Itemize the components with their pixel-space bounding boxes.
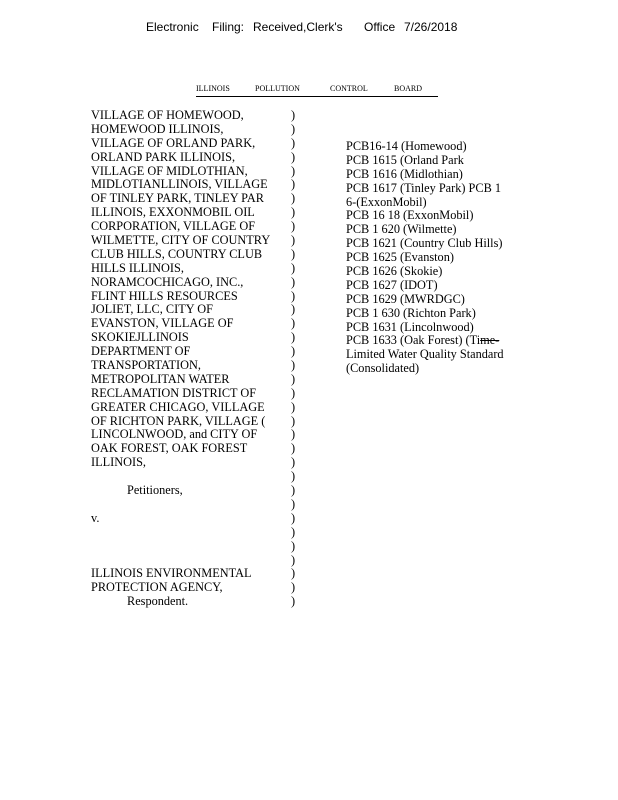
party-line: VILLAGE OF MIDLOTHIAN, bbox=[91, 163, 248, 178]
case-number: PCB 1626 (Skokie) bbox=[346, 264, 443, 279]
blank-line bbox=[91, 554, 281, 568]
case-number: PCB 1 630 (Richton Park) bbox=[346, 305, 476, 320]
board-word-3: CONTROL bbox=[330, 84, 368, 93]
case-number: 6-(ExxonMobil) bbox=[346, 194, 427, 209]
board-word-2: POLLUTION bbox=[255, 84, 300, 93]
party-line: VILLAGE OF ORLAND PARK, bbox=[91, 135, 256, 150]
case-number: PCB16-14 (Homewood) bbox=[346, 140, 467, 153]
party-line: LINCOLNWOOD, and CITY OF bbox=[91, 427, 258, 442]
caption-paren: ) bbox=[291, 219, 296, 234]
party-line: EVANSTON, VILLAGE OF bbox=[91, 316, 234, 331]
case-numbers bbox=[346, 140, 520, 376]
blank-line bbox=[91, 540, 281, 554]
party-line: HOMEWOOD ILLINOIS, bbox=[91, 121, 224, 136]
caption-paren: ) bbox=[291, 510, 296, 525]
caption-paren: ) bbox=[291, 496, 296, 511]
party-line: ORLAND PARK ILLINOIS, bbox=[91, 149, 236, 164]
caption-paren: ) bbox=[291, 469, 296, 484]
caption-paren: ) bbox=[291, 566, 296, 581]
case-number: PCB 1631 (Lincolnwood) bbox=[346, 319, 474, 334]
caption-paren: ) bbox=[291, 135, 296, 150]
caption-paren: ) bbox=[291, 385, 296, 400]
party-line: SKOKIEJLLINOIS bbox=[91, 330, 189, 345]
case-number: PCB 1615 (Orland Park bbox=[346, 152, 464, 167]
case-consolidated: (Consolidated) bbox=[346, 361, 420, 376]
caption-paren: ) bbox=[291, 191, 296, 206]
party-line: DEPARTMENT OF bbox=[91, 344, 191, 359]
filing-office: Office bbox=[364, 20, 396, 34]
filing-received: Received,Clerk's bbox=[253, 20, 343, 34]
party-line: WILMETTE, CITY OF COUNTRY bbox=[91, 233, 271, 248]
party-line: ILLINOIS, bbox=[91, 455, 146, 470]
case-last-struck: me- bbox=[480, 333, 500, 348]
party-line: FLINT HILLS RESOURCES bbox=[91, 288, 238, 303]
blank-line bbox=[91, 526, 281, 540]
caption-paren: ) bbox=[291, 580, 296, 595]
case-number: PCB 1621 (Country Club Hills) bbox=[346, 236, 503, 251]
caption-paren: ) bbox=[291, 552, 296, 567]
caption-paren: ) bbox=[291, 371, 296, 386]
case-number: PCB 1 620 (Wilmette) bbox=[346, 222, 457, 237]
caption-paren: ) bbox=[291, 358, 296, 373]
caption-paren: ) bbox=[291, 316, 296, 331]
party-line: HILLS ILLINOIS, bbox=[91, 260, 184, 275]
caption-paren: ) bbox=[291, 413, 296, 428]
caption-paren: ) bbox=[291, 288, 296, 303]
caption-paren: ) bbox=[291, 205, 296, 220]
caption-paren: ) bbox=[291, 149, 296, 164]
case-number: PCB 1625 (Evanston) bbox=[346, 250, 454, 265]
blank-line bbox=[91, 470, 281, 484]
party-line: TRANSPORTATION, bbox=[91, 358, 201, 373]
party-line: NORAMCOCHICAGO, INC., bbox=[91, 274, 244, 289]
caption-paren: ) bbox=[291, 163, 296, 178]
caption-paren: ) bbox=[291, 455, 296, 470]
party-line: CLUB HILLS, COUNTRY CLUB bbox=[91, 246, 263, 261]
party-line: ILLINOIS, EXXONMOBIL OIL bbox=[91, 205, 255, 220]
party-line: OF RICHTON PARK, VILLAGE ( bbox=[91, 413, 266, 428]
respondent-label: Respondent. bbox=[127, 594, 189, 609]
board-word-4: BOARD bbox=[394, 84, 423, 93]
party-line: GREATER CHICAGO, VILLAGE bbox=[91, 399, 265, 414]
caption-paren: ) bbox=[291, 108, 296, 122]
filing-date: 7/26/2018 bbox=[404, 20, 458, 34]
caption-paren: ) bbox=[291, 260, 296, 275]
case-number: PCB 1629 (MWRDGC) bbox=[346, 291, 465, 306]
blank-line bbox=[91, 498, 281, 512]
caption-parentheses bbox=[291, 109, 301, 609]
caption-paren: ) bbox=[291, 177, 296, 192]
filing-electronic: Electronic bbox=[146, 20, 199, 34]
versus-label: v. bbox=[91, 510, 100, 525]
case-number: PCB 16 18 (ExxonMobil) bbox=[346, 208, 474, 223]
case-description: Limited Water Quality Standard bbox=[346, 347, 504, 362]
board-heading bbox=[196, 84, 438, 97]
party-line: METROPOLITAN WATER bbox=[91, 371, 230, 386]
party-line: CORPORATION, VILLAGE OF bbox=[91, 219, 256, 234]
party-line: OF TINLEY PARK, TINLEY PAR bbox=[91, 191, 264, 206]
case-number-last bbox=[346, 334, 520, 348]
caption-paren: ) bbox=[291, 538, 296, 553]
caption-paren: ) bbox=[291, 524, 296, 539]
caption-paren: ) bbox=[291, 399, 296, 414]
party-line: MIDLOTIANLLINOIS, VILLAGE bbox=[91, 177, 268, 192]
respondent-name-line: PROTECTION AGENCY, bbox=[91, 580, 223, 595]
caption-paren: ) bbox=[291, 594, 296, 609]
party-line: RECLAMATION DISTRICT OF bbox=[91, 385, 257, 400]
caption-paren: ) bbox=[291, 330, 296, 345]
case-number: PCB 1627 (IDOT) bbox=[346, 277, 438, 292]
caption-paren: ) bbox=[291, 246, 296, 261]
filing-label: Filing: bbox=[212, 20, 245, 34]
respondent-name-line: ILLINOIS ENVIRONMENTAL bbox=[91, 566, 252, 581]
case-number: PCB 1616 (Midlothian) bbox=[346, 166, 463, 181]
caption-paren: ) bbox=[291, 302, 296, 317]
caption-paren: ) bbox=[291, 441, 296, 456]
party-line: JOLIET, LLC, CITY OF bbox=[91, 302, 213, 317]
board-word-1: ILLINOIS bbox=[196, 84, 230, 93]
caption-paren: ) bbox=[291, 274, 296, 289]
party-line: OAK FOREST, OAK FOREST bbox=[91, 441, 248, 456]
caption-paren: ) bbox=[291, 344, 296, 359]
caption-paren: ) bbox=[291, 121, 296, 136]
caption-paren: ) bbox=[291, 233, 296, 248]
petitioners-label: Petitioners, bbox=[127, 483, 183, 498]
caption-parties bbox=[91, 109, 281, 609]
party-line: VILLAGE OF HOMEWOOD, bbox=[91, 109, 244, 122]
caption-paren: ) bbox=[291, 427, 296, 442]
case-number: PCB 1617 (Tinley Park) PCB 1 bbox=[346, 180, 501, 195]
case-last-prefix: PCB 1633 (Oak Forest) (Ti bbox=[346, 333, 481, 348]
caption-paren: ) bbox=[291, 483, 296, 498]
